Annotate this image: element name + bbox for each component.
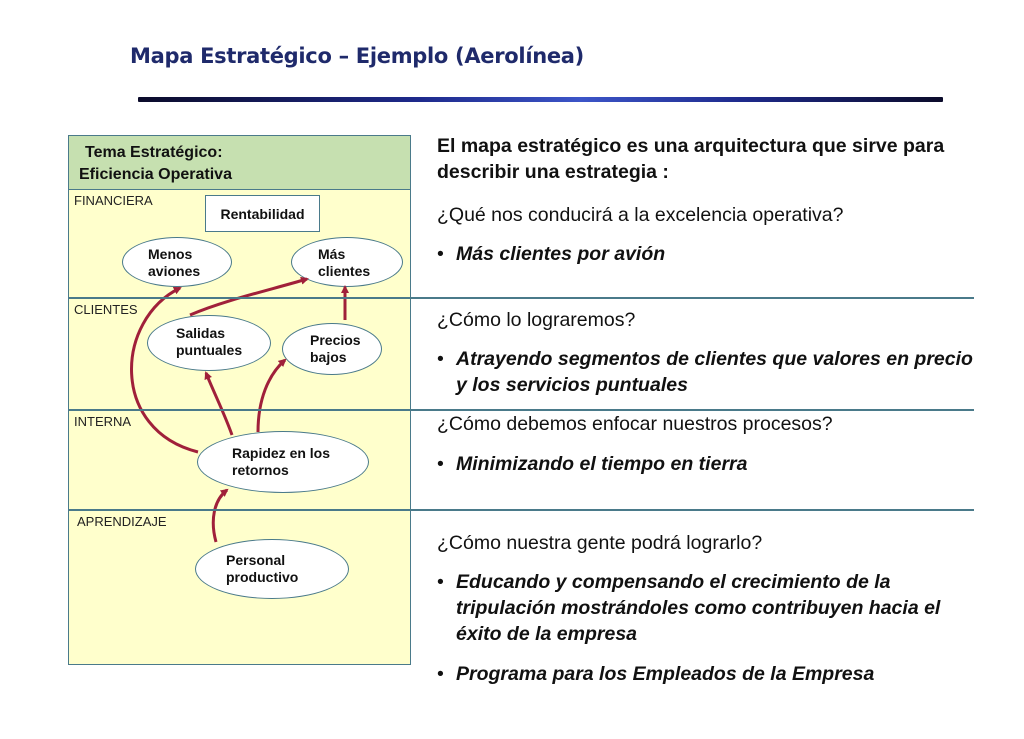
bullet-dot: • [437, 453, 444, 475]
intro-text: El mapa estratégico es una arquitectura que sirve para describir una estrategia : [437, 135, 945, 183]
divider-clientes [68, 297, 974, 299]
objective-menos-aviones-label: Menos aviones [148, 246, 201, 279]
bullet-dot: • [437, 348, 444, 370]
bullet-clientes-1 [437, 346, 977, 406]
bullet-text: Educando y compensando el crecimiento de la tripulación mostrándoles como contribuyen hacia el éxito de la empresa [456, 571, 941, 645]
map-header-line1: Tema Estratégico: [85, 144, 223, 161]
arrow-rapidez-to-precios [258, 360, 285, 432]
objective-salidas-puntuales-label: Salidas puntuales [176, 325, 243, 358]
bullet-dot: • [437, 571, 444, 593]
perspective-clientes: CLIENTES [74, 302, 138, 317]
bullet-text: Minimizando el tiempo en tierra [456, 453, 748, 475]
bullet-text: Más clientes por avión [456, 243, 666, 265]
objective-mas-clientes-label: Más clientes [318, 246, 371, 279]
question-interna: ¿Cómo debemos enfocar nuestros procesos? [437, 413, 833, 435]
objective-personal-productivo-label: Personal productivo [226, 552, 299, 585]
objective-rapidez-retornos-label: Rapidez en los retornos [232, 445, 331, 478]
bullet-text: Atrayendo segmentos de clientes que valores en precio y los servicios puntuales [456, 348, 973, 396]
bullet-dot: • [437, 243, 444, 265]
arrow-rapidez-to-salidas [206, 373, 232, 435]
perspective-financiera: FINANCIERA [74, 193, 153, 208]
question-clientes: ¿Cómo lo lograremos? [437, 309, 636, 331]
objective-precios-bajos-label: Precios bajos [310, 332, 361, 365]
bullet-aprendizaje-1 [437, 569, 977, 649]
arrow-personal-to-rapidez [213, 490, 227, 542]
objective-rentabilidad: Rentabilidad [205, 195, 320, 232]
page-title: Mapa Estratégico – Ejemplo (Aerolínea) [130, 44, 584, 68]
bullet-dot: • [437, 663, 444, 685]
map-header-line2: Eficiencia Operativa [79, 166, 232, 183]
bullet-text: Programa para los Empleados de la Empresa [456, 663, 875, 685]
question-aprendizaje: ¿Cómo nuestra gente podrá lograrlo? [437, 532, 763, 554]
question-financiera: ¿Qué nos conducirá a la excelencia operativa? [437, 204, 844, 226]
perspective-aprendizaje: APRENDIZAJE [77, 514, 167, 529]
arrow-rapidez-to-menos-aviones [132, 288, 198, 452]
perspective-interna: INTERNA [74, 414, 132, 429]
divider-aprendizaje [68, 509, 974, 511]
